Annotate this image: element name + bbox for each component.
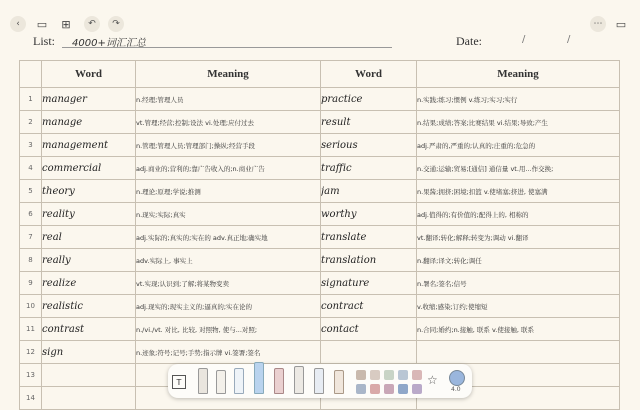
- word-cell[interactable]: contrast: [42, 318, 136, 341]
- word-cell[interactable]: [42, 387, 136, 410]
- color-swatch[interactable]: [356, 370, 366, 380]
- highlighter-icon[interactable]: [254, 362, 264, 394]
- meaning-cell-right[interactable]: n.翻译;译文;转化;调任: [417, 249, 620, 272]
- table-row: [20, 318, 620, 341]
- lasso-icon[interactable]: [294, 366, 304, 394]
- row-number[interactable]: 5: [20, 180, 42, 203]
- word-cell-right[interactable]: translation: [321, 249, 417, 272]
- row-number[interactable]: 3: [20, 134, 42, 157]
- meaning-cell-right[interactable]: n.合同;婚约;n.接触, 联系 v.使接触, 联系: [417, 318, 620, 341]
- color-swatch[interactable]: [398, 384, 408, 394]
- list-label: List:: [33, 34, 56, 48]
- meaning-cell-right[interactable]: n.交通;运输;贸易;[通信] 通信量 vt.用...作交换;: [417, 157, 620, 180]
- table-row: [20, 180, 620, 203]
- word-cell[interactable]: manager: [42, 88, 136, 111]
- sidebar-icon[interactable]: ▭: [36, 17, 48, 31]
- vocabulary-table: [19, 60, 620, 410]
- text-box-icon[interactable]: T: [172, 375, 186, 389]
- word-cell-right[interactable]: jam: [321, 180, 417, 203]
- meaning-cell-right[interactable]: n.实践;练习;惯例 v.练习;实习;实行: [417, 88, 620, 111]
- color-swatch[interactable]: [370, 384, 380, 394]
- word-cell[interactable]: management: [42, 134, 136, 157]
- word-cell-right[interactable]: worthy: [321, 203, 417, 226]
- table-row: [20, 134, 620, 157]
- meaning-cell-right[interactable]: n.果酱;拥挤;困境;扣篮 v.使堵塞;挤进, 使塞满: [417, 180, 620, 203]
- meaning-cell[interactable]: n.现实;实际;真实: [136, 203, 321, 226]
- color-swatch[interactable]: [370, 370, 380, 380]
- meaning-cell[interactable]: n.迹象;符号;记号;手势;指示牌 vi.签署;签名: [136, 341, 321, 364]
- table-row: [20, 203, 620, 226]
- word-cell-right[interactable]: translate: [321, 226, 417, 249]
- row-number[interactable]: 2: [20, 111, 42, 134]
- table-row: [20, 272, 620, 295]
- meaning-cell[interactable]: adj.现实的;现实主义的;逼真的;实在论的: [136, 295, 321, 318]
- date-label: Date:: [456, 34, 482, 48]
- more-icon[interactable]: ⋯: [590, 16, 606, 32]
- word-cell[interactable]: [42, 364, 136, 387]
- meaning-cell-right[interactable]: v.收缩;感染;订约;使缩短: [417, 295, 620, 318]
- grid-icon[interactable]: ⊞: [61, 17, 71, 31]
- table-row: [20, 226, 620, 249]
- panel-icon[interactable]: ▭: [615, 17, 627, 31]
- chevron-left-icon[interactable]: ‹: [10, 16, 26, 32]
- meaning-cell-right[interactable]: vt.翻译;转化;解释;转变为;调动 vi.翻译: [417, 226, 620, 249]
- meaning-header-right: Meaning: [417, 61, 620, 88]
- meaning-cell[interactable]: adj.实际的;真实的;实在的 adv.真正地;确实地: [136, 226, 321, 249]
- row-number[interactable]: 6: [20, 203, 42, 226]
- color-swatch[interactable]: [412, 370, 422, 380]
- word-header-left: Word: [42, 61, 136, 88]
- word-cell-right[interactable]: contract: [321, 295, 417, 318]
- word-cell-right[interactable]: serious: [321, 134, 417, 157]
- meaning-header-left: Meaning: [136, 61, 321, 88]
- meaning-cell-right[interactable]: [417, 341, 620, 364]
- row-number[interactable]: 1: [20, 88, 42, 111]
- stroke-size-label: 4.0: [451, 386, 461, 393]
- table-row: [20, 157, 620, 180]
- meaning-cell[interactable]: adv.实际上, 事实上: [136, 249, 321, 272]
- word-cell-right[interactable]: practice: [321, 88, 417, 111]
- meaning-cell[interactable]: vt.管理;经营;控制;设法 vi.处理;应付过去: [136, 111, 321, 134]
- meaning-cell[interactable]: n.管理;管理人员;管理部门;操纵;经营手段: [136, 134, 321, 157]
- word-header-right: Word: [321, 61, 417, 88]
- row-number[interactable]: 13: [20, 364, 42, 387]
- table-row: [20, 341, 620, 364]
- meaning-cell-right[interactable]: adj.严肃的,严重的;认真的;庄重的;危急的: [417, 134, 620, 157]
- word-cell[interactable]: commercial: [42, 157, 136, 180]
- table-row: [20, 88, 620, 111]
- meaning-cell[interactable]: n./vi./vt. 对比, 比较, 对照物, 使与...对照;: [136, 318, 321, 341]
- meaning-cell-right[interactable]: adj.值得的;有价值的;配得上的, 相称的: [417, 203, 620, 226]
- meaning-cell[interactable]: vt.实现;认识到;了解;将某物变卖: [136, 272, 321, 295]
- table-header-row: [20, 61, 620, 88]
- word-cell-right[interactable]: result: [321, 111, 417, 134]
- word-cell[interactable]: realize: [42, 272, 136, 295]
- row-number[interactable]: 9: [20, 272, 42, 295]
- undo-icon[interactable]: ↶: [84, 16, 100, 32]
- row-number[interactable]: 14: [20, 387, 42, 410]
- meaning-cell-right[interactable]: n.署名;签名;信号: [417, 272, 620, 295]
- meaning-cell[interactable]: n.理论;原理;学说;推测: [136, 180, 321, 203]
- list-value[interactable]: 4000+词汇汇总: [72, 38, 146, 49]
- meaning-cell-right[interactable]: n.结果;成绩;答案;比赛结果 vi.结果;导致;产生: [417, 111, 620, 134]
- word-cell[interactable]: real: [42, 226, 136, 249]
- eraser-icon[interactable]: [274, 368, 284, 394]
- word-cell[interactable]: reality: [42, 203, 136, 226]
- word-cell[interactable]: really: [42, 249, 136, 272]
- star-icon[interactable]: ☆: [427, 373, 438, 387]
- table-row: [20, 249, 620, 272]
- word-cell[interactable]: manage: [42, 111, 136, 134]
- word-cell-right[interactable]: signature: [321, 272, 417, 295]
- pen-icon[interactable]: [198, 368, 208, 394]
- row-number[interactable]: 8: [20, 249, 42, 272]
- meaning-cell[interactable]: adj.商业的;营利的;靠广告收入的;n.商业广告: [136, 157, 321, 180]
- date-separator: /: [567, 34, 571, 45]
- color-picker[interactable]: [449, 370, 465, 386]
- row-number[interactable]: 4: [20, 157, 42, 180]
- word-cell-right[interactable]: contact: [321, 318, 417, 341]
- row-number[interactable]: 7: [20, 226, 42, 249]
- table-row: [20, 295, 620, 318]
- row-number[interactable]: 10: [20, 295, 42, 318]
- word-cell[interactable]: realistic: [42, 295, 136, 318]
- color-swatch[interactable]: [384, 384, 394, 394]
- color-swatch[interactable]: [412, 384, 422, 394]
- brush-icon[interactable]: [334, 370, 344, 394]
- word-cell[interactable]: sign: [42, 341, 136, 364]
- marker-icon[interactable]: [314, 368, 324, 394]
- fountain-pen-icon[interactable]: [216, 370, 226, 394]
- word-cell-right[interactable]: [321, 341, 417, 364]
- drawing-toolbar: [168, 364, 472, 398]
- color-swatch[interactable]: [384, 370, 394, 380]
- meaning-cell[interactable]: n.经理;管理人员: [136, 88, 321, 111]
- row-number[interactable]: 11: [20, 318, 42, 341]
- pencil-icon[interactable]: [234, 368, 244, 394]
- date-separator: /: [522, 34, 526, 45]
- word-cell[interactable]: theory: [42, 180, 136, 203]
- list-underline: [62, 47, 392, 48]
- color-swatch[interactable]: [356, 384, 366, 394]
- word-cell-right[interactable]: traffic: [321, 157, 417, 180]
- table-row: [20, 111, 620, 134]
- number-header: [20, 61, 42, 88]
- color-swatch[interactable]: [398, 370, 408, 380]
- row-number[interactable]: 12: [20, 341, 42, 364]
- redo-icon[interactable]: ↷: [108, 16, 124, 32]
